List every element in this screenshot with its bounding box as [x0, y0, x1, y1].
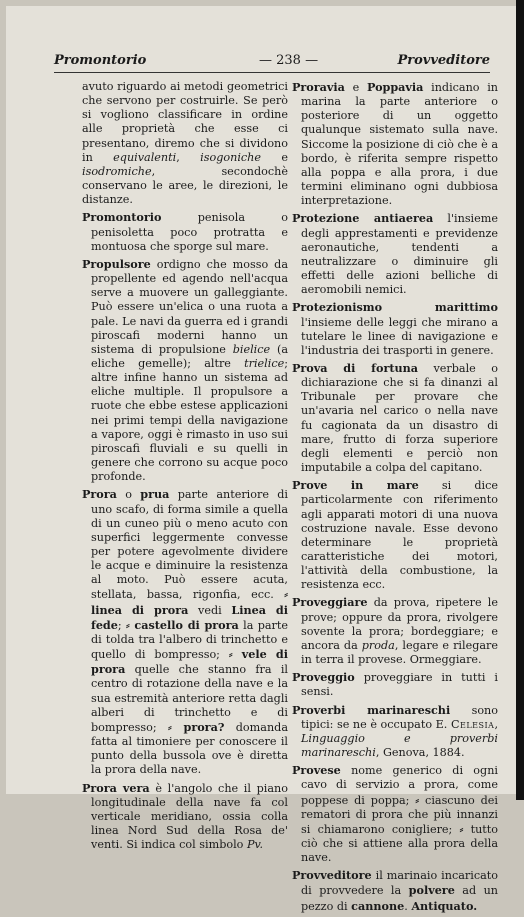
entry-prove-in-mare [292, 478, 498, 592]
entry-text: e [260, 150, 288, 164]
entry-text: il marinaio incaricato di provvedere la [301, 869, 498, 898]
entry-headword: Propulsore [82, 256, 151, 271]
entry-headword: Proveggiare [292, 595, 368, 610]
entry-text: domanda fatta al timoniere per conoscere il punto della bussola ove è diretta la prora della nave. [91, 720, 288, 777]
entry-headword: Prora vera [82, 780, 150, 795]
entry-headword: Prova di fortuna [292, 360, 419, 375]
entry-proverbi-marinareschi [292, 703, 498, 761]
entry-text: ordigno che mosso da propellente ed agendo nell'acqua serve a muovere un galleggiante. Può essere un'elica o una ruota a pale. Le navi da guerra ed i grandi piroscafi moderni hanno un sistema di propulsione [91, 257, 288, 356]
scan-edge [516, 0, 524, 800]
entry-text: l'insieme degli apprestamenti e previdenze aeronautiche, tendenti a neutralizzare o diminuire gli effetti delle azioni belliche di aeromobili nemici. [301, 212, 498, 297]
page-number: — 238 — [259, 53, 319, 68]
subentry-term: ⸗ vele di prora [91, 647, 288, 677]
header-rule [54, 72, 490, 73]
subentry-term: ⸗ prora? [168, 719, 225, 734]
author-name: Celesia [450, 717, 495, 731]
subentry-term: ⸗ linea di prora [91, 587, 288, 617]
entry-text: indicano in marina la parte anteriore o posteriore di un oggetto qualunque sistemato sulla nave. Siccome la posizione di ciò che è a bordo, è riferita sempre rispetto alla poppa e alla prora, i due termini eliminano ogni dubbiosa interpretazione. [301, 81, 499, 208]
left-column [82, 80, 288, 855]
entry-italic: Pv. [246, 838, 264, 852]
entry-protezione-antiaerea [292, 211, 498, 297]
entry-proveggiare [292, 595, 498, 667]
entry-text: sono tipici: se ne è occupato E. [301, 703, 498, 731]
entry-text: , legare e rilegare in terra il provese. Ormeggiare. [301, 638, 498, 667]
entry-italic: trielice [244, 356, 285, 370]
entry-text: ; altre infine hanno un sistema ad eliche multiple. Il propulsore a ruote che ebbe estese applicazioni nei primi tempi della navigazione a vapore, oggi è rimasto in uso sui piroscafi fluviali e su quelli in genere che corrono su acque poco profonde. [91, 356, 288, 484]
book-title: Linguaggio e proverbi marinareschi [301, 731, 498, 760]
entry-text: si dice particolarmente con riferimento agli apparati motori di una nuova costruzione navale. Esse devono determinare le proprietà caratteristiche dei motori, l'attività della combustione, la resistenza ecc. [301, 479, 498, 592]
entry-prova-di-fortuna [292, 361, 498, 475]
entry-headword: Poppavia [366, 80, 424, 94]
entry-text: , Genova, 1884. [375, 746, 465, 760]
entry-italic: proda [361, 638, 395, 652]
entry-italic: equivalenti [113, 150, 177, 164]
entry-text: è l'angolo che il piano longitudinale della nave fa col verticale meridiano, ossia colla linea Nord Sud della Rosa de' venti. Si indica col simbolo [91, 781, 288, 852]
right-column [292, 80, 498, 917]
entry-text: . [404, 899, 412, 913]
entry-text: la parte di tolda tra l'albero di trinchetto e quello di bompresso; [91, 618, 289, 662]
header-left-word: Promontorio [54, 53, 147, 68]
entry-text: verbale o dichiarazione che si fa dinanzi al Tribunale per provare che un'avaria nel carico o nella nave fu cagionata da un disastro di mare, frutto di forza superiore degli elementi e perciò non imputabile a colpa del capitano. [301, 361, 498, 475]
entry-headword: Prove in mare [292, 478, 419, 493]
entry-headword: Promontorio [82, 210, 162, 225]
entry-text: parte anteriore di uno scafo, di forma simile a quella di un cuneo più o meno acuto con superfici leggermente convesse per potere agevolmente dividere le acque e diminuire la resistenza al moto. Può essere acuta, stellata, bassa, rigonfia, ecc. [91, 488, 289, 602]
entry-text: penisola o penisoletta poco protratta e montuosa che sporge sul mare. [91, 211, 288, 253]
entry-text: ciascuno dei rematori di prora che più innanzi si chiamarono conigliere; [301, 793, 499, 836]
entry-text: ad un pezzo di [301, 884, 499, 913]
entry-text: vedi [188, 603, 232, 617]
bold-term: polvere [408, 883, 455, 898]
entry-headword: Provese [292, 763, 341, 778]
entry-text: o [116, 488, 141, 502]
entry-proveggio [292, 670, 498, 699]
entry-text: , [176, 150, 201, 164]
entry-proravia [292, 80, 498, 208]
running-header [54, 50, 490, 72]
entry-headword: prua [140, 487, 170, 502]
entry-text: ; [117, 618, 126, 632]
entry-promontorio [82, 210, 288, 253]
entry-headword: Prora [82, 487, 117, 502]
subentry-marker: ⸗ [459, 821, 464, 836]
entry-italic: isogoniche [200, 150, 261, 164]
entry-headword: Provveditore [292, 868, 372, 883]
entry-italic: isodromiche [82, 164, 152, 178]
entry-headword: Protezione antiaerea [292, 211, 434, 226]
entry-text: , [494, 717, 498, 731]
entry-text: l'insieme delle leggi che mirano a tutelare le linee di navigazione e l'industria dei trasporti in genere. [301, 315, 498, 357]
entry-text: tutto ciò che si attiene alla prora della nave. [301, 822, 498, 865]
entry-text: quelle che stanno fra il centro di rotazione della nave e la sua estremità anteriore retta dagli alberi di trinchetto e di bompresso; [91, 663, 288, 734]
entry-headword: Proveggio [292, 670, 355, 685]
entry-text: (a eliche gemelle); altre [91, 342, 288, 370]
entry-text: da prova, ripetere le prove; oppure da prora, rivolgere sovente la prora; bordeggiare; e ancora da [301, 596, 498, 652]
entry-protezionismo [292, 300, 498, 358]
cross-reference: Linea di fede [91, 602, 288, 632]
entry-text: e [344, 81, 367, 94]
entry-headword: Protezionismo marittimo [292, 300, 498, 315]
entry-continuation [82, 80, 288, 207]
entry-prora [82, 487, 288, 777]
subentry-term: ⸗ castello di prora [126, 617, 239, 632]
entry-text: nome generico di ogni cavo di servizio a prora, come poppese di poppa; [301, 764, 498, 807]
entry-provveditore [292, 868, 498, 913]
entry-provese [292, 763, 498, 865]
entry-text: , secondochè conservano le aree, le direzioni, le distanze. [82, 164, 288, 207]
entry-italic: bielice [232, 342, 271, 356]
bold-term: cannone [351, 898, 405, 913]
entry-headword: Proravia [292, 80, 345, 94]
header-right-word: Provveditore [397, 53, 490, 68]
entry-propulsore [82, 257, 288, 485]
subentry-marker: ⸗ [415, 792, 420, 807]
book-page [6, 6, 518, 913]
entry-text: proveggiare in tutti i sensi. [301, 671, 498, 699]
entry-text: avuto riguardo ai metodi geometrici che servono per costruirle. Se però si vogliono classificare in ordine alle proprietà che esse ci presentano, diremo che si dividono in [82, 80, 288, 164]
entry-headword: Proverbi marinareschi [292, 702, 451, 717]
usage-label: Antiquato. [411, 898, 478, 913]
entry-prora-vera [82, 781, 288, 853]
